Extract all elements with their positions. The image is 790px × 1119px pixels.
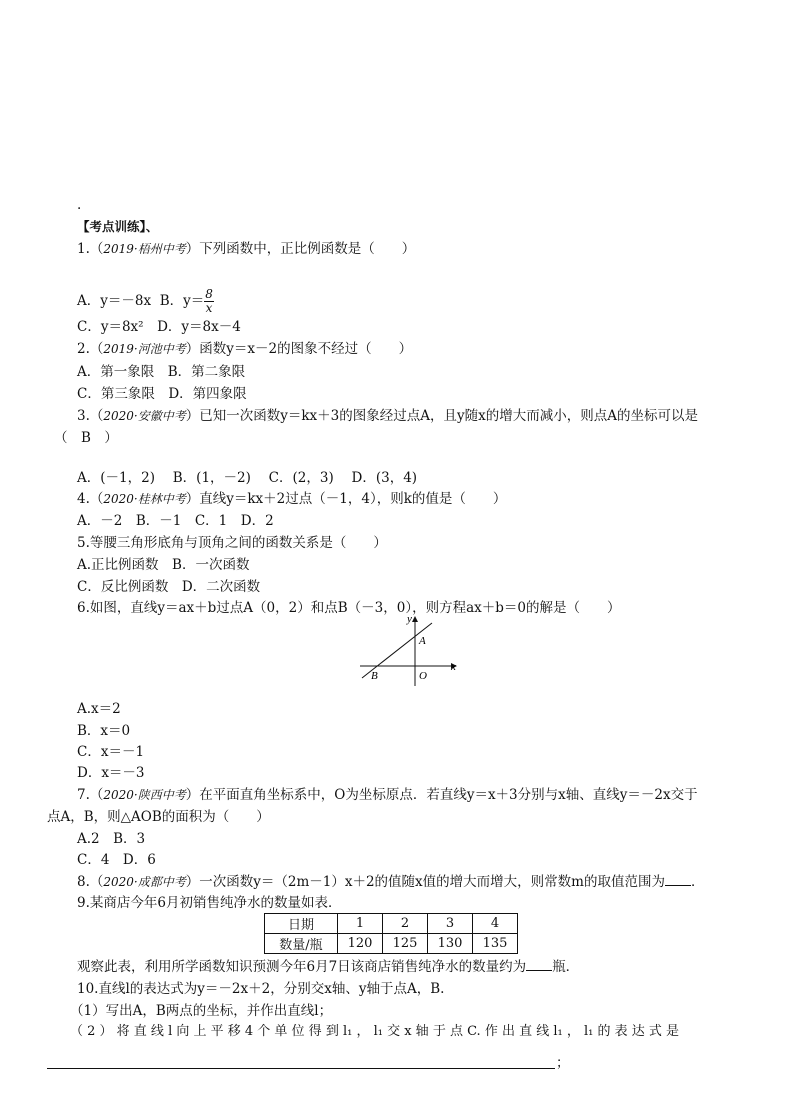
row-label: 日期 (265, 914, 338, 934)
question-6: 6.如图，直线y＝ax＋b过点A（0，2）和点B（－3，0），则方程ax＋b＝0的解是（ ） (77, 600, 621, 616)
table-cell: 2 (383, 914, 428, 934)
question-5-options-1: A.正比例函数 B．一次函数 (77, 557, 250, 573)
row-label: 数量/瓶 (265, 934, 338, 954)
question-2-options-2: C．第三象限 D．第四象限 (77, 386, 247, 402)
question-1-options-cd: C．y＝8x² D．y＝8x－4 (77, 319, 241, 335)
question-7: 7.（2020·陕西中考）在平面直角坐标系中，O为坐标原点．若直线y＝x＋3分别与x轴、直线y＝－2x交于 (77, 787, 698, 803)
table-row (265, 934, 518, 954)
question-4: 4.（2020·桂林中考）直线y＝kx＋2过点（－1，4），则k的值是（ ） (77, 491, 507, 507)
question-10-sub-2: （ 2 ） 将 直 线 l 向 上 平 移 4 个 单 位 得 到 l₁ ， l₁ 交 x 轴 于 点 C. 作 出 直 线 l₁ ， l₁ 的 表 达 式 是 (70, 1024, 680, 1039)
question-6-option-d: D．x＝－3 (77, 765, 145, 781)
question-10-end: ； (556, 1055, 570, 1071)
question-9-line-2: 观察此表，利用所学函数知识预测今年6月7日该商店销售纯净水的数量约为 瓶． (77, 959, 580, 975)
question-5: 5.等腰三角形底角与顶角之间的函数关系是（ ） (77, 535, 387, 551)
question-1-options-ab: A．y＝－8x B．y＝ $\frac{8}{x}$ (77, 287, 213, 315)
question-10: 10.直线l的表达式为y＝－2x＋2，分别交x轴、y轴于点A，B. (77, 981, 445, 997)
answer-blank (526, 958, 552, 971)
table-cell: 135 (473, 934, 518, 954)
table-cell: 1 (338, 914, 383, 934)
answer-line (47, 1068, 555, 1069)
question-5-options-2: C．反比例函数 D．二次函数 (77, 579, 261, 595)
question-7-line-2: 点A，B，则△AOB的面积为（ ） (47, 809, 270, 825)
question-6-option-b: B．x＝0 (77, 723, 131, 739)
table-cell: 120 (338, 934, 383, 954)
label-x: x (451, 661, 456, 673)
question-10-sub-1: （1）写出A，B两点的坐标，并作出直线l； (70, 1003, 333, 1019)
y-axis-arrow (412, 616, 418, 622)
fraction: $\frac{8}{x}$ (205, 287, 213, 315)
label-y: y (407, 613, 412, 625)
question-1: 1.（2019·梧州中考）下列函数中，正比例函数是（ ） (77, 241, 416, 257)
section-title: 【考点训练】、 (77, 219, 159, 234)
question-3-options: A．(－1，2) B．(1，－2) C．(2，3) D．(3，4) (77, 470, 418, 486)
sales-table (264, 913, 518, 954)
question-9: 9.某商店今年6月初销售纯净水的数量如表． (77, 895, 342, 911)
q6-graph (355, 612, 465, 688)
question-6-option-a: A.x＝2 (77, 701, 121, 717)
table-cell: 4 (473, 914, 518, 934)
table-row (265, 914, 518, 934)
label-o: O (419, 670, 427, 682)
question-8: 8.（2020·成都中考）一次函数y＝（2m－1）x＋2的值随x值的增大而增大，则常数m的取值范围为 ． (77, 874, 705, 890)
question-4-options: A．－2 B．－1 C．1 D．2 (77, 513, 274, 529)
table-cell: 3 (428, 914, 473, 934)
answer-blank (665, 873, 691, 886)
question-7-options-2: C．4 D．6 (77, 852, 156, 868)
question-7-options-1: A.2 B．3 (77, 831, 146, 847)
question-2-options-1: A．第一象限 B．第二象限 (77, 364, 246, 380)
question-2: 2.（2019·河池中考）函数y＝x－2的图象不经过（ ） (77, 341, 413, 357)
label-a: A (419, 635, 426, 647)
table-cell: 125 (383, 934, 428, 954)
question-6-option-c: C．x＝－1 (77, 744, 145, 760)
label-b: B (371, 670, 378, 682)
question-3-answer: （ B ） (54, 430, 118, 446)
question-3: 3.（2020·安徽中考）已知一次函数y＝kx＋3的图象经过点A，且y随x的增大而减小，则点A的坐标可以是 (77, 408, 698, 424)
page-dot: · (77, 201, 82, 217)
table-cell: 130 (428, 934, 473, 954)
